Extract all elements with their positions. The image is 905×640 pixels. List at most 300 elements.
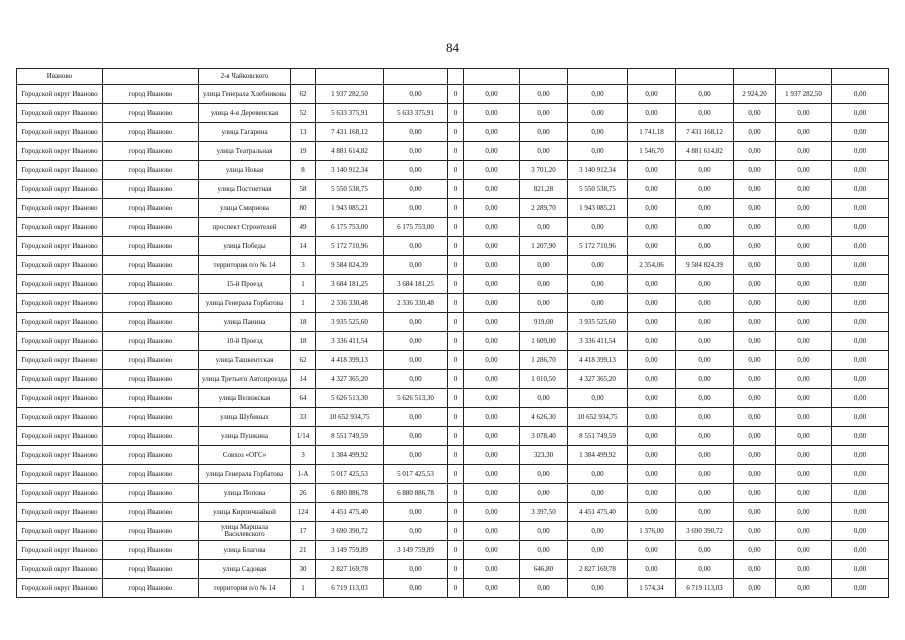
- cell-settlement: город Иваново: [103, 332, 199, 351]
- cell-settlement: город Иваново: [103, 579, 199, 598]
- cell-house-number: 1: [291, 275, 316, 294]
- cell-area-e: 0,00: [734, 351, 776, 370]
- cell-settlement: город Иваново: [103, 313, 199, 332]
- cell-cost-f: 0,00: [832, 560, 889, 579]
- cell-municipality: Городской округ Иваново: [17, 560, 103, 579]
- cell-municipality: Городской округ Иваново: [17, 389, 103, 408]
- cell-cost-d: 0,00: [676, 237, 734, 256]
- cell-cost-f: 0,00: [832, 218, 889, 237]
- cell-area-c: 2 289,70: [520, 199, 568, 218]
- cell-street: улица Постнетная: [199, 180, 291, 199]
- cell-area-c: 0,00: [520, 294, 568, 313]
- cell-area-e: 0,00: [734, 389, 776, 408]
- table-row: [17, 275, 889, 294]
- cell-cost-d: 4 881 614,82: [676, 142, 734, 161]
- cell-area-c: 0,00: [520, 389, 568, 408]
- cell-cost-a: 2 336 330,48: [384, 294, 448, 313]
- cell-total-cost: 8 551 749,59: [316, 427, 384, 446]
- cell-area-c: 0,00: [520, 579, 568, 598]
- cell-area-e: 0,00: [734, 427, 776, 446]
- cell-cost-f: 0,00: [832, 389, 889, 408]
- cell-total-cost: 1 384 499,92: [316, 446, 384, 465]
- table-row: [17, 465, 889, 484]
- cell-area-d: [628, 69, 676, 85]
- cell-cost-a: 3 149 759,89: [384, 541, 448, 560]
- cell-area-d: 0,00: [628, 351, 676, 370]
- cell-municipality: Городской округ Иваново: [17, 161, 103, 180]
- cell-count-b: 0: [448, 313, 464, 332]
- cell-house-number: 33: [291, 408, 316, 427]
- cell-area-e: 0,00: [734, 199, 776, 218]
- cell-count-b: 0: [448, 541, 464, 560]
- cell-cost-c: 8 551 749,59: [568, 427, 628, 446]
- cell-total-cost: 5 626 513,30: [316, 389, 384, 408]
- cell-count-b: 0: [448, 465, 464, 484]
- cell-count-b: 0: [448, 275, 464, 294]
- cell-settlement: [103, 69, 199, 85]
- cell-street: улица Гагарина: [199, 123, 291, 142]
- cell-area-e: 0,00: [734, 256, 776, 275]
- cell-area-c: 3 397,50: [520, 503, 568, 522]
- cell-cost-b: 0,00: [464, 313, 520, 332]
- cell-cost-b: [464, 69, 520, 85]
- cell-municipality: Городской округ Иваново: [17, 123, 103, 142]
- cell-cost-d: 6 719 113,03: [676, 579, 734, 598]
- cell-settlement: город Иваново: [103, 503, 199, 522]
- cell-count-b: 0: [448, 161, 464, 180]
- cell-area-e: 0,00: [734, 370, 776, 389]
- cell-cost-c: 3 140 912,34: [568, 161, 628, 180]
- cell-cost-f: 0,00: [832, 142, 889, 161]
- cell-area-e: 0,00: [734, 313, 776, 332]
- cell-cost-f: 0,00: [832, 104, 889, 123]
- cell-municipality: Городской округ Иваново: [17, 484, 103, 503]
- cell-area-c: 0,00: [520, 85, 568, 104]
- cell-area-d: 0,00: [628, 370, 676, 389]
- cell-cost-a: 0,00: [384, 560, 448, 579]
- cell-count-b: 0: [448, 237, 464, 256]
- table-row: [17, 199, 889, 218]
- table-row: [17, 541, 889, 560]
- cell-area-c: [520, 69, 568, 85]
- cell-count-b: 0: [448, 484, 464, 503]
- cell-total-cost: 6 880 886,78: [316, 484, 384, 503]
- cell-cost-a: 5 633 375,91: [384, 104, 448, 123]
- cell-area-e: 0,00: [734, 522, 776, 541]
- cell-cost-e: 0,00: [776, 522, 832, 541]
- cell-total-cost: 1 943 085,21: [316, 199, 384, 218]
- cell-cost-c: 3 336 411,54: [568, 332, 628, 351]
- cell-house-number: 18: [291, 332, 316, 351]
- cell-cost-c: 0,00: [568, 522, 628, 541]
- table-row: [17, 560, 889, 579]
- cell-cost-b: 0,00: [464, 503, 520, 522]
- cell-cost-a: 5 017 425,53: [384, 465, 448, 484]
- cell-street: улица Панина: [199, 313, 291, 332]
- cell-cost-c: 0,00: [568, 294, 628, 313]
- cell-cost-f: 0,00: [832, 484, 889, 503]
- cell-cost-b: 0,00: [464, 579, 520, 598]
- cell-cost-e: 0,00: [776, 370, 832, 389]
- cell-cost-f: 0,00: [832, 579, 889, 598]
- cell-area-c: 0,00: [520, 256, 568, 275]
- cell-count-b: 0: [448, 256, 464, 275]
- cell-area-d: 2 354,06: [628, 256, 676, 275]
- cell-cost-b: 0,00: [464, 104, 520, 123]
- cell-cost-b: 0,00: [464, 294, 520, 313]
- cell-area-d: 0,00: [628, 446, 676, 465]
- cell-count-b: 0: [448, 427, 464, 446]
- cell-cost-e: 0,00: [776, 351, 832, 370]
- cell-cost-c: 1 384 499,92: [568, 446, 628, 465]
- cell-count-b: 0: [448, 446, 464, 465]
- cell-street: улица Театральная: [199, 142, 291, 161]
- cell-area-d: 0,00: [628, 465, 676, 484]
- cell-house-number: 124: [291, 503, 316, 522]
- cell-municipality: Городской округ Иваново: [17, 180, 103, 199]
- cell-area-c: 821,28: [520, 180, 568, 199]
- cell-cost-e: 0,00: [776, 142, 832, 161]
- cell-cost-f: 0,00: [832, 237, 889, 256]
- housing-registry-table: [16, 68, 889, 598]
- cell-count-b: 0: [448, 104, 464, 123]
- cell-street: проспект Строителей: [199, 218, 291, 237]
- cell-cost-a: 0,00: [384, 199, 448, 218]
- cell-count-b: 0: [448, 142, 464, 161]
- cell-cost-c: 4 327 365,20: [568, 370, 628, 389]
- cell-count-b: 0: [448, 332, 464, 351]
- cell-cost-e: 0,00: [776, 465, 832, 484]
- cell-street: улица Генерала Горбатова: [199, 465, 291, 484]
- cell-settlement: город Иваново: [103, 389, 199, 408]
- cell-cost-d: 0,00: [676, 294, 734, 313]
- cell-cost-c: 0,00: [568, 389, 628, 408]
- cell-cost-a: 3 684 181,25: [384, 275, 448, 294]
- cell-street: территория п/о № 14: [199, 256, 291, 275]
- cell-cost-c: 3 935 525,60: [568, 313, 628, 332]
- cell-municipality: Городской округ Иваново: [17, 85, 103, 104]
- cell-total-cost: 6 175 753,00: [316, 218, 384, 237]
- cell-area-c: 0,00: [520, 541, 568, 560]
- cell-cost-a: 6 175 753,00: [384, 218, 448, 237]
- table-row: [17, 142, 889, 161]
- cell-area-d: 0,00: [628, 427, 676, 446]
- cell-street: улица Велижская: [199, 389, 291, 408]
- cell-settlement: город Иваново: [103, 218, 199, 237]
- cell-cost-a: 0,00: [384, 427, 448, 446]
- cell-cost-e: 0,00: [776, 446, 832, 465]
- cell-total-cost: 4 418 399,13: [316, 351, 384, 370]
- cell-cost-c: 0,00: [568, 275, 628, 294]
- cell-cost-b: 0,00: [464, 484, 520, 503]
- cell-count-b: 0: [448, 389, 464, 408]
- cell-municipality: Городской округ Иваново: [17, 332, 103, 351]
- cell-cost-f: 0,00: [832, 332, 889, 351]
- cell-area-c: 3 078,40: [520, 427, 568, 446]
- cell-total-cost: 5 633 375,91: [316, 104, 384, 123]
- cell-cost-a: 0,00: [384, 142, 448, 161]
- cell-count-b: 0: [448, 503, 464, 522]
- cell-area-c: 0,00: [520, 275, 568, 294]
- cell-area-d: 0,00: [628, 180, 676, 199]
- cell-cost-e: 0,00: [776, 332, 832, 351]
- cell-cost-a: 0,00: [384, 579, 448, 598]
- cell-area-e: 0,00: [734, 142, 776, 161]
- cell-total-cost: 5 550 538,75: [316, 180, 384, 199]
- cell-street: улица Генерала Горбатова: [199, 294, 291, 313]
- cell-cost-c: 0,00: [568, 484, 628, 503]
- cell-total-cost: 3 935 525,60: [316, 313, 384, 332]
- cell-count-b: 0: [448, 180, 464, 199]
- cell-cost-e: 0,00: [776, 256, 832, 275]
- cell-area-e: 0,00: [734, 104, 776, 123]
- cell-area-e: 0,00: [734, 237, 776, 256]
- cell-cost-e: 0,00: [776, 161, 832, 180]
- cell-cost-c: 4 418 399,13: [568, 351, 628, 370]
- cell-street: территория п/о № 14: [199, 579, 291, 598]
- cell-cost-a: 0,00: [384, 522, 448, 541]
- cell-cost-b: 0,00: [464, 142, 520, 161]
- cell-area-c: 0,00: [520, 465, 568, 484]
- cell-count-b: 0: [448, 123, 464, 142]
- cell-area-e: 0,00: [734, 218, 776, 237]
- cell-cost-b: 0,00: [464, 161, 520, 180]
- cell-total-cost: 3 149 759,89: [316, 541, 384, 560]
- cell-area-e: 0,00: [734, 332, 776, 351]
- cell-cost-d: 0,00: [676, 484, 734, 503]
- cell-total-cost: 3 690 390,72: [316, 522, 384, 541]
- cell-cost-e: 0,00: [776, 503, 832, 522]
- cell-cost-d: 0,00: [676, 427, 734, 446]
- cell-cost-f: 0,00: [832, 408, 889, 427]
- cell-settlement: город Иваново: [103, 560, 199, 579]
- cell-house-number: 62: [291, 351, 316, 370]
- cell-area-e: 2 924,20: [734, 85, 776, 104]
- cell-house-number: 14: [291, 237, 316, 256]
- cell-total-cost: 4 881 614,82: [316, 142, 384, 161]
- cell-street: улица Новая: [199, 161, 291, 180]
- cell-area-d: 0,00: [628, 161, 676, 180]
- cell-cost-b: 0,00: [464, 427, 520, 446]
- cell-cost-d: 0,00: [676, 446, 734, 465]
- cell-municipality: Городской округ Иваново: [17, 313, 103, 332]
- table-row: [17, 237, 889, 256]
- cell-total-cost: 5 017 425,53: [316, 465, 384, 484]
- cell-settlement: город Иваново: [103, 199, 199, 218]
- cell-settlement: город Иваново: [103, 123, 199, 142]
- cell-area-e: 0,00: [734, 446, 776, 465]
- cell-cost-d: 0,00: [676, 313, 734, 332]
- cell-cost-f: 0,00: [832, 294, 889, 313]
- cell-house-number: 14: [291, 370, 316, 389]
- cell-municipality: Городской округ Иваново: [17, 142, 103, 161]
- cell-house-number: 1: [291, 579, 316, 598]
- cell-area-d: 0,00: [628, 85, 676, 104]
- cell-area-e: 0,00: [734, 180, 776, 199]
- cell-total-cost: 5 172 710,96: [316, 237, 384, 256]
- cell-cost-c: 2 827 169,78: [568, 560, 628, 579]
- cell-street: улица Смирнова: [199, 199, 291, 218]
- cell-area-e: 0,00: [734, 484, 776, 503]
- cell-house-number: [291, 69, 316, 85]
- cell-total-cost: 6 719 113,03: [316, 579, 384, 598]
- cell-cost-e: 1 937 282,50: [776, 85, 832, 104]
- cell-house-number: 80: [291, 199, 316, 218]
- cell-cost-c: 1 943 085,21: [568, 199, 628, 218]
- table-row: [17, 332, 889, 351]
- cell-settlement: город Иваново: [103, 256, 199, 275]
- cell-total-cost: 2 827 169,78: [316, 560, 384, 579]
- cell-area-d: 0,00: [628, 408, 676, 427]
- cell-street: улица Генерала Хлебникова: [199, 85, 291, 104]
- cell-cost-a: 0,00: [384, 237, 448, 256]
- cell-municipality: Городской округ Иваново: [17, 446, 103, 465]
- cell-cost-c: 0,00: [568, 142, 628, 161]
- cell-area-c: 323,30: [520, 446, 568, 465]
- cell-cost-c: 0,00: [568, 123, 628, 142]
- cell-cost-b: 0,00: [464, 218, 520, 237]
- cell-cost-b: 0,00: [464, 522, 520, 541]
- cell-area-e: 0,00: [734, 503, 776, 522]
- cell-cost-a: 0,00: [384, 85, 448, 104]
- cell-cost-e: 0,00: [776, 275, 832, 294]
- cell-cost-d: 0,00: [676, 370, 734, 389]
- cell-cost-f: 0,00: [832, 275, 889, 294]
- cell-cost-f: 0,00: [832, 199, 889, 218]
- cell-house-number: 58: [291, 180, 316, 199]
- cell-cost-e: 0,00: [776, 408, 832, 427]
- cell-cost-b: 0,00: [464, 256, 520, 275]
- cell-cost-b: 0,00: [464, 541, 520, 560]
- cell-cost-a: 6 880 886,78: [384, 484, 448, 503]
- cell-municipality: Городской округ Иваново: [17, 104, 103, 123]
- table-row: [17, 484, 889, 503]
- cell-area-c: 0,00: [520, 123, 568, 142]
- cell-total-cost: 3 140 912,34: [316, 161, 384, 180]
- cell-area-c: 0,00: [520, 104, 568, 123]
- cell-area-e: 0,00: [734, 465, 776, 484]
- cell-street: улица Благова: [199, 541, 291, 560]
- cell-house-number: 1-А: [291, 465, 316, 484]
- cell-cost-d: 0,00: [676, 503, 734, 522]
- cell-cost-e: 0,00: [776, 237, 832, 256]
- cell-settlement: город Иваново: [103, 541, 199, 560]
- cell-house-number: 3: [291, 446, 316, 465]
- table-row: [17, 389, 889, 408]
- cell-cost-b: 0,00: [464, 370, 520, 389]
- cell-municipality: Городской округ Иваново: [17, 275, 103, 294]
- cell-cost-e: 0,00: [776, 294, 832, 313]
- cell-cost-f: 0,00: [832, 465, 889, 484]
- cell-house-number: 19: [291, 142, 316, 161]
- cell-total-cost: 4 327 365,20: [316, 370, 384, 389]
- cell-settlement: город Иваново: [103, 104, 199, 123]
- cell-cost-d: 9 584 824,39: [676, 256, 734, 275]
- cell-cost-d: 0,00: [676, 465, 734, 484]
- cell-municipality: Городской округ Иваново: [17, 579, 103, 598]
- cell-municipality: Городской округ Иваново: [17, 541, 103, 560]
- cell-cost-d: 0,00: [676, 408, 734, 427]
- cell-cost-d: 0,00: [676, 560, 734, 579]
- cell-settlement: город Иваново: [103, 351, 199, 370]
- cell-area-c: 1 609,00: [520, 332, 568, 351]
- cell-cost-b: 0,00: [464, 180, 520, 199]
- cell-area-c: 0,00: [520, 218, 568, 237]
- cell-cost-b: 0,00: [464, 465, 520, 484]
- cell-total-cost: 1 937 282,50: [316, 85, 384, 104]
- cell-cost-b: 0,00: [464, 275, 520, 294]
- cell-cost-d: 7 431 168,12: [676, 123, 734, 142]
- cell-area-e: 0,00: [734, 560, 776, 579]
- cell-area-c: 1 286,70: [520, 351, 568, 370]
- cell-area-e: 0,00: [734, 408, 776, 427]
- cell-count-b: 0: [448, 85, 464, 104]
- cell-cost-b: 0,00: [464, 351, 520, 370]
- cell-area-d: 0,00: [628, 237, 676, 256]
- cell-area-d: 0,00: [628, 199, 676, 218]
- cell-cost-f: [832, 69, 889, 85]
- cell-cost-b: 0,00: [464, 199, 520, 218]
- cell-house-number: 62: [291, 85, 316, 104]
- cell-settlement: город Иваново: [103, 522, 199, 541]
- cell-street: улица Победы: [199, 237, 291, 256]
- cell-cost-c: 0,00: [568, 218, 628, 237]
- cell-area-d: 0,00: [628, 313, 676, 332]
- cell-cost-e: 0,00: [776, 427, 832, 446]
- cell-cost-e: 0,00: [776, 484, 832, 503]
- cell-area-c: 0,00: [520, 142, 568, 161]
- cell-cost-e: 0,00: [776, 180, 832, 199]
- table-row: [17, 446, 889, 465]
- cell-cost-d: 0,00: [676, 85, 734, 104]
- cell-cost-a: 0,00: [384, 256, 448, 275]
- cell-municipality: Городской округ Иваново: [17, 427, 103, 446]
- cell-area-c: 4 626,30: [520, 408, 568, 427]
- cell-count-b: 0: [448, 218, 464, 237]
- cell-cost-c: 0,00: [568, 579, 628, 598]
- cell-cost-d: 3 690 390,72: [676, 522, 734, 541]
- cell-area-d: 0,00: [628, 389, 676, 408]
- cell-street: улица Ташкентская: [199, 351, 291, 370]
- cell-cost-f: 0,00: [832, 370, 889, 389]
- cell-house-number: 21: [291, 541, 316, 560]
- table-row: [17, 294, 889, 313]
- cell-area-c: 0,00: [520, 522, 568, 541]
- cell-area-e: 0,00: [734, 294, 776, 313]
- cell-cost-c: [568, 69, 628, 85]
- cell-cost-d: 0,00: [676, 389, 734, 408]
- table-row: [17, 161, 889, 180]
- cell-area-c: 0,00: [520, 484, 568, 503]
- cell-cost-f: 0,00: [832, 85, 889, 104]
- cell-municipality: Городской округ Иваново: [17, 370, 103, 389]
- cell-house-number: 64: [291, 389, 316, 408]
- cell-cost-b: 0,00: [464, 237, 520, 256]
- cell-cost-a: [384, 69, 448, 85]
- cell-cost-a: 0,00: [384, 503, 448, 522]
- cell-settlement: город Иваново: [103, 85, 199, 104]
- cell-street: 10-й Проезд: [199, 332, 291, 351]
- cell-count-b: 0: [448, 370, 464, 389]
- cell-area-e: 0,00: [734, 161, 776, 180]
- table-row: [17, 123, 889, 142]
- cell-count-b: 0: [448, 199, 464, 218]
- cell-street: 2-я Чайковского: [199, 69, 291, 85]
- cell-cost-d: 0,00: [676, 104, 734, 123]
- cell-settlement: город Иваново: [103, 161, 199, 180]
- cell-cost-d: 0,00: [676, 332, 734, 351]
- cell-cost-a: 0,00: [384, 313, 448, 332]
